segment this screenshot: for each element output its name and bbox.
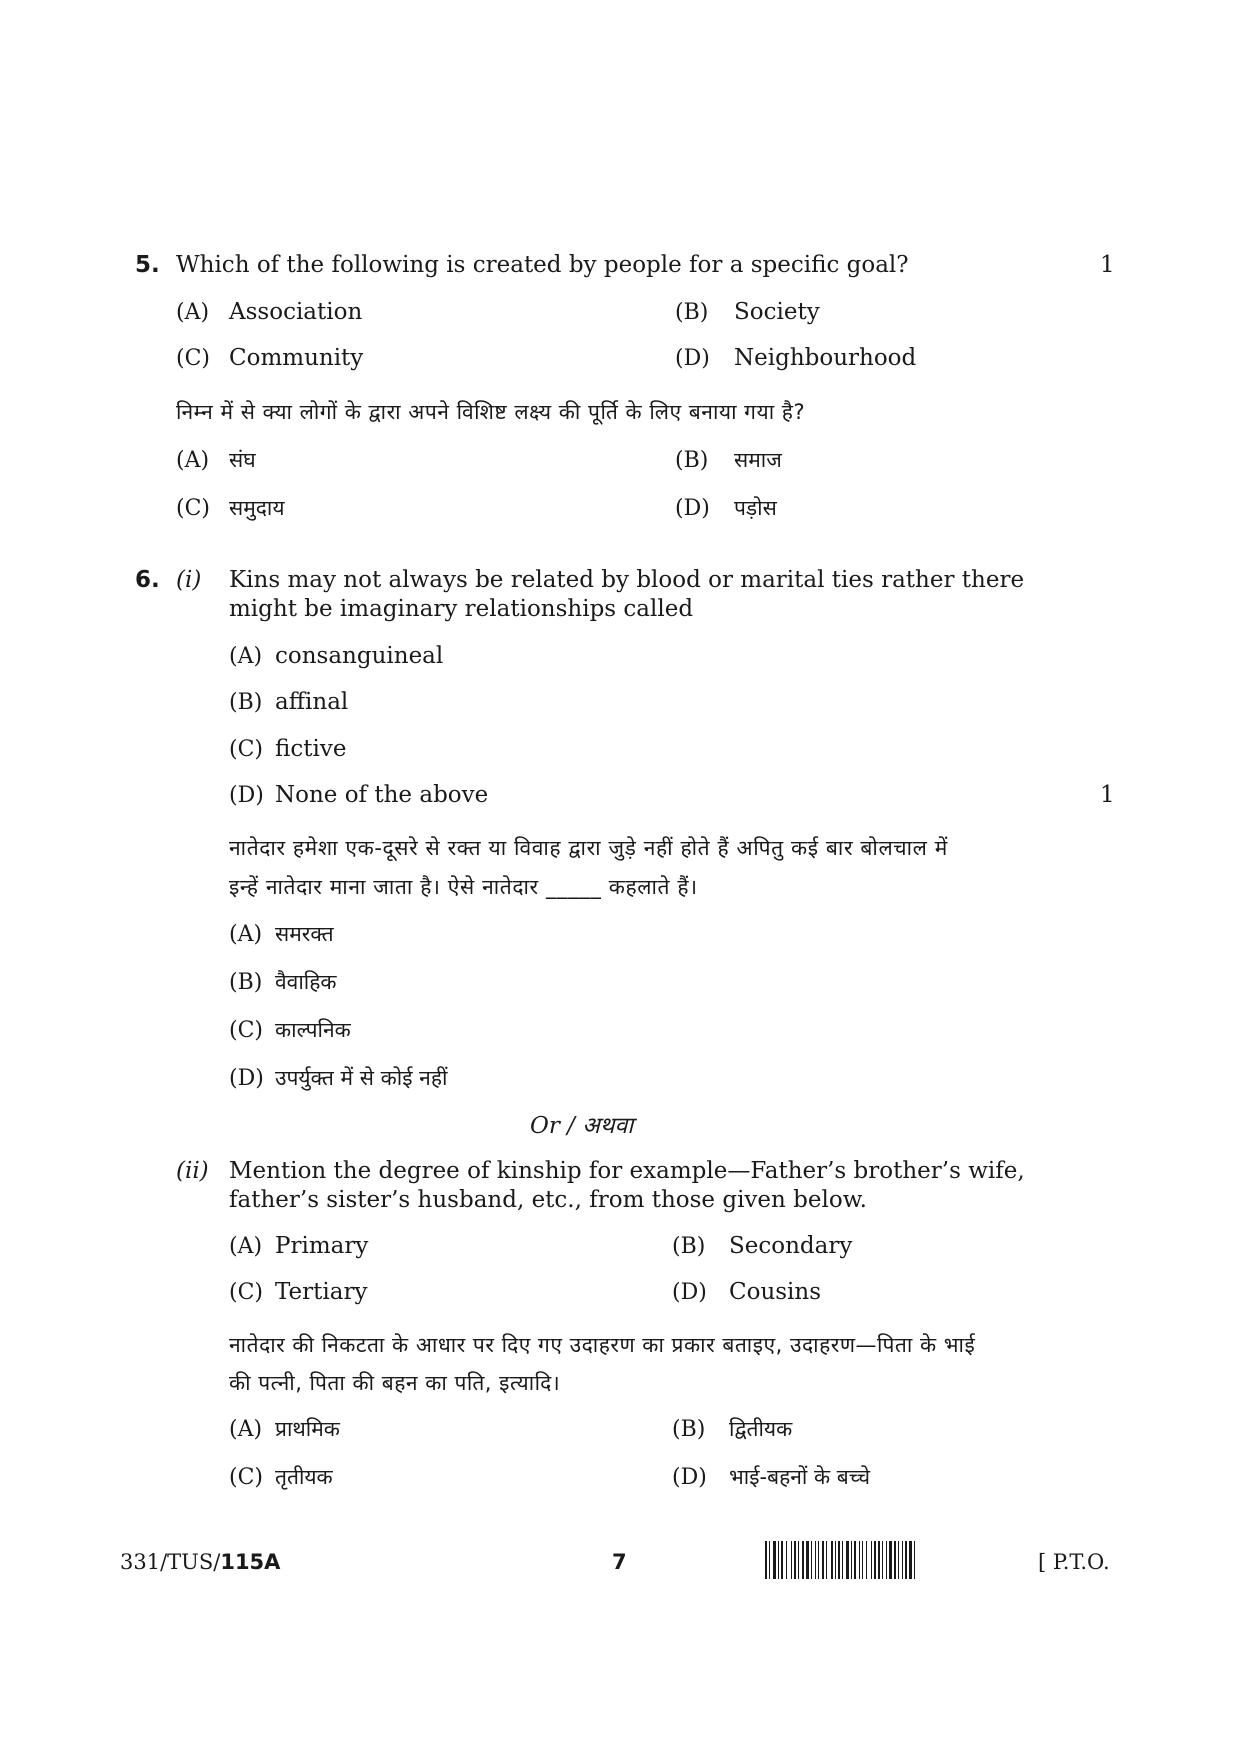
question-6-number: 6. <box>135 567 160 593</box>
q5-hindi-option-b-letter: (B) <box>675 448 709 473</box>
q6ii-hindi-option-a-letter: (A) <box>229 1417 263 1442</box>
q6ii-hindi-option-d-text: भाई-बहनों के बच्चे <box>729 1465 871 1489</box>
question-6-ii-hindi-line1: नातेदार की निकटता के आधार पर दिए गए उदाहरण का प्रकार बताइए, उदाहरण—पिता के भाई <box>229 1333 976 1357</box>
question-5-number: 5. <box>135 252 160 278</box>
q5-hindi-option-a-text: संघ <box>229 448 256 472</box>
q5-option-d-text: Neighbourhood <box>734 345 917 371</box>
q6ii-hindi-option-c-text: तृतीयक <box>275 1465 333 1489</box>
q6i-option-d-letter: (D) <box>229 783 264 808</box>
barcode-graphic <box>765 1541 1021 1579</box>
q6ii-hindi-option-c-letter: (C) <box>229 1465 263 1490</box>
q5-option-a-letter: (A) <box>176 300 210 325</box>
q6i-hindi-option-c-letter: (C) <box>229 1018 263 1043</box>
q5-hindi-option-d-letter: (D) <box>675 496 710 521</box>
q6i-hindi-option-d-text: उपर्युक्त में से कोई नहीं <box>275 1066 448 1090</box>
question-6-i-hindi-line2: इन्हें नातेदार माना जाता है। ऐसे नातेदार _____ कहलाते हैं। <box>229 875 698 899</box>
question-6-part-i-label: (i) <box>176 567 202 593</box>
q5-hindi-option-b-text: समाज <box>734 448 782 472</box>
q6i-hindi-option-d-letter: (D) <box>229 1066 264 1091</box>
q6ii-option-d-letter: (D) <box>672 1280 707 1305</box>
q5-hindi-option-c-text: समुदाय <box>229 496 285 520</box>
q6i-option-b-text: affinal <box>275 689 349 715</box>
q6i-hindi-option-c-text: काल्पनिक <box>275 1018 351 1042</box>
paper-code: 331/TUS/115A <box>120 1550 281 1574</box>
q6i-hindi-option-a-text: समरक्त <box>275 922 334 946</box>
question-5-text: Which of the following is created by people for a specific goal? <box>176 252 909 278</box>
q6i-option-b-letter: (B) <box>229 690 263 715</box>
please-turn-over: [ P.T.O. <box>1038 1550 1110 1574</box>
q6i-hindi-option-a-letter: (A) <box>229 922 263 947</box>
q5-option-d-letter: (D) <box>675 346 710 371</box>
question-6-ii-line1: Mention the degree of kinship for example—Father’s brother’s wife, <box>229 1158 1025 1184</box>
q5-option-b-letter: (B) <box>675 300 709 325</box>
q6i-option-c-text: fictive <box>275 736 347 762</box>
or-separator: Or / अथवा <box>530 1113 634 1139</box>
q6ii-option-b-letter: (B) <box>672 1234 706 1259</box>
q6i-option-d-text: None of the above <box>275 782 489 808</box>
question-5-marks: 1 <box>1100 252 1115 278</box>
q6ii-hindi-option-b-text: द्वितीयक <box>729 1417 793 1441</box>
q5-hindi-option-a-letter: (A) <box>176 448 210 473</box>
q6ii-option-d-text: Cousins <box>729 1279 822 1305</box>
question-6-i-hindi-line1: नातेदार हमेशा एक-दूसरे से रक्त या विवाह द्वारा जुड़े नहीं होते हैं अपितु कई बार बोलचाल में <box>229 836 948 860</box>
question-5-text-hindi: निम्न में से क्या लोगों के द्वारा अपने विशिष्ट लक्ष्य की पूर्ति के लिए बनाया गया है? <box>176 400 806 424</box>
q6i-option-c-letter: (C) <box>229 737 263 762</box>
question-6-part-ii-label: (ii) <box>176 1158 209 1184</box>
q5-hindi-option-c-letter: (C) <box>176 496 210 521</box>
q6i-option-a-letter: (A) <box>229 644 263 669</box>
question-6-i-line2: might be imaginary relationships called <box>229 596 694 622</box>
q5-option-b-text: Society <box>734 299 820 325</box>
question-6-ii-line2: father’s sister’s husband, etc., from those given below. <box>229 1187 867 1213</box>
q6ii-hindi-option-a-text: प्राथमिक <box>275 1417 340 1441</box>
q6i-option-a-text: consanguineal <box>275 643 444 669</box>
question-6-i-line1: Kins may not always be related by blood or marital ties rather there <box>229 567 1025 593</box>
question-6-marks: 1 <box>1100 782 1115 808</box>
q5-option-c-letter: (C) <box>176 346 210 371</box>
q6ii-option-c-letter: (C) <box>229 1280 263 1305</box>
q6ii-option-a-letter: (A) <box>229 1234 263 1259</box>
q6ii-hindi-option-b-letter: (B) <box>672 1417 706 1442</box>
question-6-ii-hindi-line2: की पत्नी, पिता की बहन का पति, इत्यादि। <box>229 1371 561 1395</box>
q5-option-c-text: Community <box>229 345 364 371</box>
q6i-hindi-option-b-letter: (B) <box>229 970 263 995</box>
q6ii-hindi-option-d-letter: (D) <box>672 1465 707 1490</box>
q6ii-option-b-text: Secondary <box>729 1233 853 1259</box>
q6ii-option-c-text: Tertiary <box>275 1279 368 1305</box>
q5-option-a-text: Association <box>229 299 363 325</box>
q6i-hindi-option-b-text: वैवाहिक <box>275 970 337 994</box>
q6ii-option-a-text: Primary <box>275 1233 369 1259</box>
page-number: 7 <box>612 1550 627 1574</box>
q5-hindi-option-d-text: पड़ोस <box>734 496 777 520</box>
